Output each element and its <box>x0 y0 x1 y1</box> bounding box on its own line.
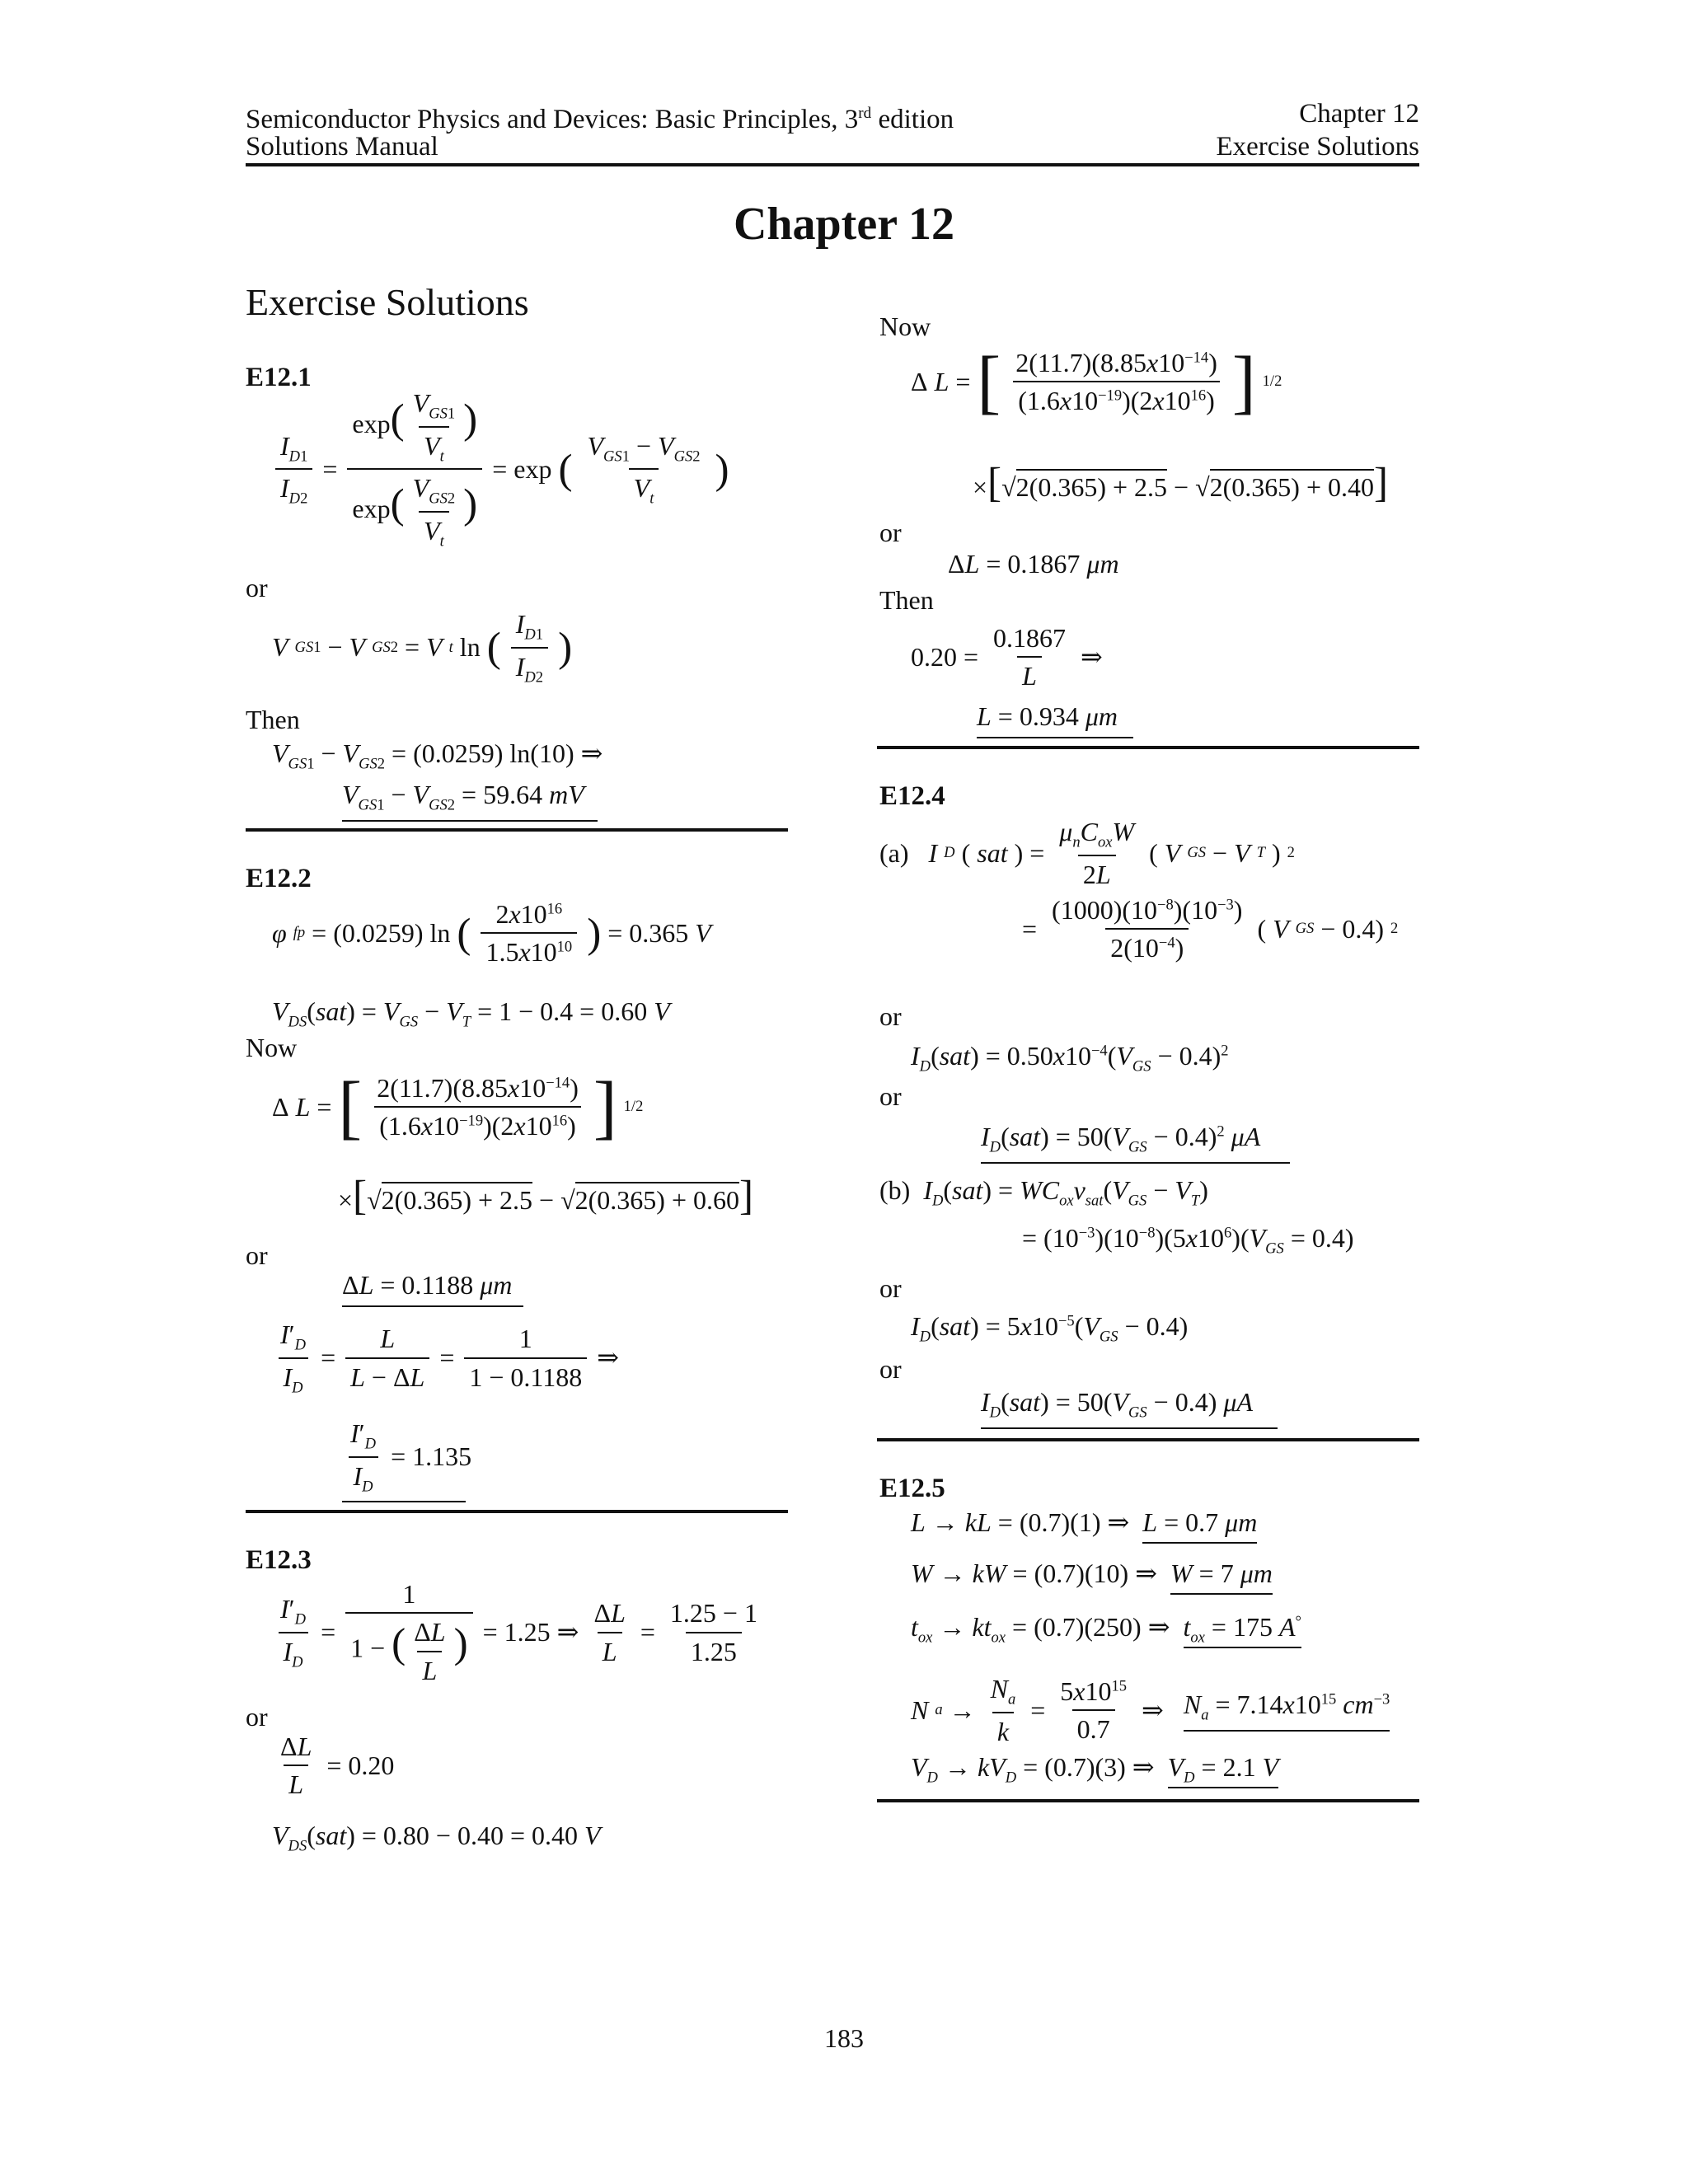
equation-e12-3-deltaL: Δ L = [ $\frac{2(11.7)(8.85x10^{-14})}{(1.6x10^{-19})(2x10^{16})}$ ] 1/2 <box>911 342 1282 421</box>
equation-e12-5-voltage: $V_D \to kV_D = (0.7)(3)$ ⇒ $V_D = 2.1$ V <box>911 1751 1278 1788</box>
section-heading-e12-4: E12.4 <box>879 781 945 811</box>
text-now: Now <box>246 1033 298 1062</box>
page-subtitle: Exercise Solutions <box>246 281 529 323</box>
equation-e12-1-result: $V_{GS1} - V_{GS2} = 59.64$ mV <box>342 779 598 822</box>
text-or: or <box>246 1702 268 1732</box>
header-book-title: Semiconductor Physics and Devices: Basic Principles, 3rd edition <box>246 105 954 134</box>
part-label-b: (b) <box>879 1175 911 1205</box>
equation-e12-2-vds: $V_{DS}(sat) = V_{GS} - V_T = 1 - 0.4 = 0.60$ V <box>272 996 670 1031</box>
text-then: Then <box>879 585 934 615</box>
equation-e12-4a-substitute: = $\frac{(1000)(10^{-8})(10^{-3})}{2(10^{-4})}$ ( V GS − 0.4) 2 <box>1022 895 1399 963</box>
equation-e12-4b-answer: $I_D(sat) = 50(V_{GS} - 0.4)$ μA <box>981 1386 1278 1429</box>
section-heading-e12-1: E12.1 <box>246 363 312 392</box>
equation-e12-2-result: ΔL = 0.1188 μm <box>342 1269 523 1307</box>
section-divider <box>246 1510 788 1513</box>
header-chapter: Chapter 12 <box>1299 99 1419 129</box>
section-divider <box>246 828 788 832</box>
equation-e12-2-answer: $\frac{I'_D}{I_D}$ = 1.135 <box>342 1418 466 1502</box>
equation-e12-3-result: ΔL = 0.1867 μm <box>948 549 1119 579</box>
section-heading-e12-2: E12.2 <box>246 864 312 893</box>
equation-e12-3-dl: $\frac{\Delta L}{L}$ = 0.20 <box>280 1732 395 1800</box>
equation-e12-3-answer: L = 0.934 μm <box>977 701 1133 738</box>
equation-e12-5-length: L → kL = (0.7)(1) ⇒ L = 0.7 μm <box>911 1507 1257 1538</box>
page-number: 183 <box>824 2023 864 2053</box>
equation-e12-5-width: W → kW = (0.7)(10) ⇒ W = 7 μm <box>911 1558 1273 1589</box>
section-divider <box>877 1799 1419 1802</box>
equation-e12-4b-formula: (b) $I_D(sat) = WC_{ox}v_{sat}(V_{GS} - V_T)$ <box>879 1175 1208 1210</box>
text-or: or <box>246 1240 268 1270</box>
header-rule <box>246 163 1419 166</box>
equation-e12-3-ratio: $\frac{I'_D}{I_D}$ = 1 1 − ( $\frac{\Delta L}{L}$ ) = 1.25 ⇒ $\frac{\Delta L}{L}$ = $\frac{1.25 - 1}{1.25}$ <box>272 1578 766 1686</box>
section-divider <box>877 746 1419 749</box>
page-title: Chapter 12 <box>733 199 955 250</box>
text-or: or <box>879 518 902 547</box>
text-or: or <box>246 573 268 602</box>
equation-e12-4b-substitute: = $(10^{-3})(10^{-8})(5x10^6)(V_{GS} = 0.4)$ <box>1022 1223 1354 1258</box>
section-heading-e12-5: E12.5 <box>879 1474 945 1503</box>
equation-e12-1-ln: V GS1 − V GS2 = V t ln ( $\frac{I_{D1}}{I_{D2}}$ ) <box>272 609 573 687</box>
text-or: or <box>879 1354 902 1384</box>
equation-e12-2-phi: φ fp = (0.0259) ln ( $\frac{2x10^{16}}{1.5x10^{10}}$ ) = 0.365 V <box>272 899 711 968</box>
equation-e12-5-tox: $t_{ox} \to kt_{ox} = (0.7)(250)$ ⇒ $t_{ox} = 175$ A° <box>911 1611 1301 1647</box>
equation-e12-2-sqrt: ×[√2(0.365) + 2.5 − √2(0.365) + 0.60] <box>338 1172 754 1219</box>
equation-e12-1-calc: $V_{GS1} - V_{GS2} = (0.0259)$ ln(10) ⇒ <box>272 738 603 773</box>
text-now: Now <box>879 312 931 341</box>
header-exercise: Exercise Solutions <box>1216 132 1419 162</box>
text-or: or <box>879 1001 902 1031</box>
equation-e12-4a-formula: (a) I D ( sat ) = $\frac{\mu_nC_{ox}W}{2L}$ ( V GS − V T ) 2 <box>879 817 1295 889</box>
section-divider <box>877 1438 1419 1441</box>
equation-e12-1-ratio: $\frac{I_{D1}}{I_{D2}}$ = exp( $\frac{V_{GS1}}{V_t}$ ) exp( $\frac{V_{GS2}}{V_t}$ ) = exp ( $\frac{V_{GS1} - V_{GS2}}{V_t}$ ) <box>272 387 729 551</box>
equation-e12-2-ratio: $\frac{I'_D}{I_D}$ = $\frac{L}{L - \Delta L}$ = $\frac{1}{1 - 0.1188}$ ⇒ <box>272 1319 619 1397</box>
part-label-a: (a) <box>879 837 909 868</box>
equation-e12-3-vds: $V_{DS}(sat) = 0.80 - 0.40 = 0.40$ V <box>272 1821 601 1855</box>
text-then: Then <box>246 705 300 734</box>
equation-e12-4a-answer: $I_D(sat) = 50(V_{GS} - 0.4)^2$ μA <box>981 1121 1290 1164</box>
text-or: or <box>879 1273 902 1303</box>
equation-e12-4b-simplified: $I_D(sat) = 5x10^{-5}(V_{GS} - 0.4)$ <box>911 1311 1189 1346</box>
equation-e12-2-deltaL: Δ L = [ $\frac{2(11.7)(8.85x10^{-14})}{(1.6x10^{-19})(2x10^{16})}$ ] 1/2 <box>272 1067 644 1146</box>
equation-e12-4a-simplified: $I_D(sat) = 0.50x10^{-4}(V_{GS} - 0.4)^2$ <box>911 1041 1229 1076</box>
equation-e12-5-doping: N a → $\frac{N_a}{k}$ = $\frac{5x10^{15}}{0.7}$ ⇒ $N_a = 7.14x10^{15}$ $cm^{-3}$ <box>911 1674 1390 1746</box>
header-manual: Solutions Manual <box>246 132 438 162</box>
equation-e12-3-length: 0.20 = $\frac{0.1867}{L}$ ⇒ <box>911 623 1103 691</box>
equation-e12-3-sqrt: ×[√2(0.365) + 2.5 − √2(0.365) + 0.40] <box>973 459 1389 506</box>
text-or: or <box>879 1081 902 1111</box>
section-heading-e12-3: E12.3 <box>246 1545 312 1575</box>
